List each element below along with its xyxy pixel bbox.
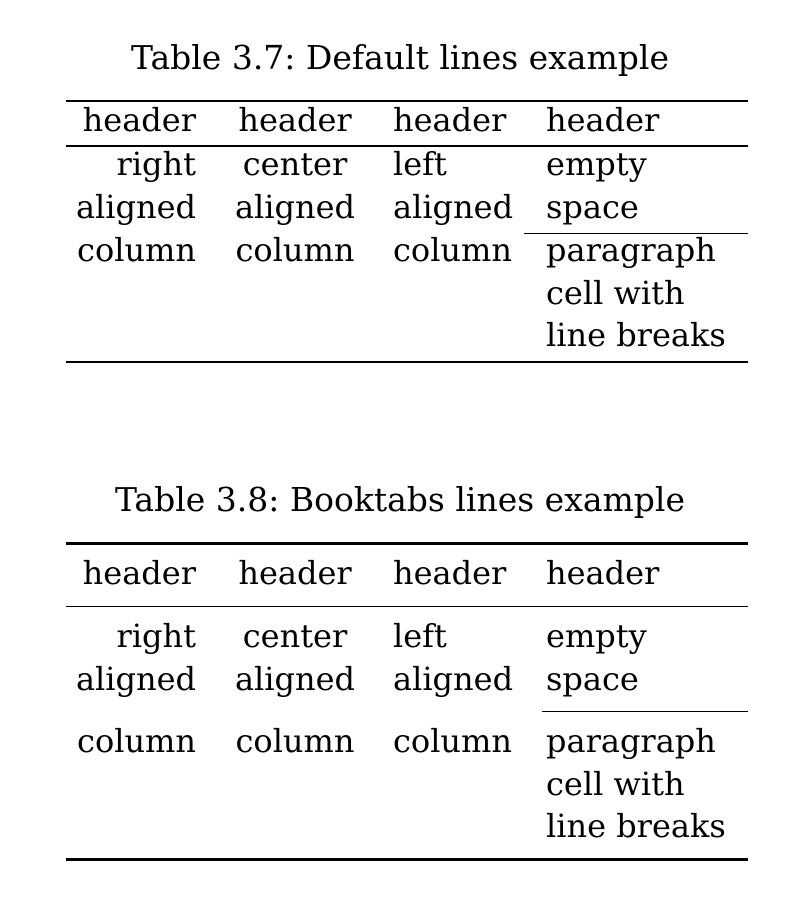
table-cell: center: [242, 617, 348, 655]
table-caption: Table 3.7: Default lines example: [131, 38, 669, 77]
header-cell: header: [393, 554, 507, 592]
table-cell: column: [393, 722, 512, 760]
bottom-rule: [66, 858, 748, 861]
table-cell: aligned: [393, 188, 514, 226]
table-cell: paragraph: [546, 722, 716, 760]
table-cell: aligned: [75, 188, 196, 226]
table-cell: aligned: [75, 660, 196, 698]
table-cell: aligned: [234, 660, 356, 698]
header-cell: header: [546, 554, 660, 592]
table-cell: column: [235, 722, 355, 760]
table-cell: cell with: [546, 274, 685, 312]
table-cell: cell with: [546, 765, 685, 803]
table-cell: empty: [546, 145, 647, 183]
table-cell: column: [77, 231, 196, 269]
header-cell: header: [238, 101, 352, 139]
top-rule: [66, 542, 748, 545]
table-cell: aligned: [234, 188, 356, 226]
table-cell: left: [393, 145, 447, 183]
table-caption: Table 3.8: Booktabs lines example: [114, 480, 685, 519]
partial-rule: [542, 711, 748, 712]
table-cell: column: [393, 231, 512, 269]
header-cell: header: [546, 101, 660, 139]
table-cell: left: [393, 617, 447, 655]
header-cell: header: [393, 101, 507, 139]
header-cell: header: [82, 101, 196, 139]
table-cell: center: [242, 145, 348, 183]
header-cell: header: [82, 554, 196, 592]
table-cell: paragraph: [546, 231, 716, 269]
table-cell: column: [77, 722, 196, 760]
table-cell: space: [546, 188, 639, 226]
table-cell: column: [235, 231, 355, 269]
table-cell: right: [116, 145, 196, 183]
bottom-rule: [66, 361, 748, 363]
table-cell: line breaks: [546, 316, 726, 354]
mid-rule: [66, 606, 748, 607]
header-cell: header: [238, 554, 352, 592]
table-cell: right: [116, 617, 196, 655]
table-cell: empty: [546, 617, 647, 655]
table-cell: line breaks: [546, 807, 726, 845]
table-cell: space: [546, 660, 639, 698]
table-cell: aligned: [393, 660, 514, 698]
